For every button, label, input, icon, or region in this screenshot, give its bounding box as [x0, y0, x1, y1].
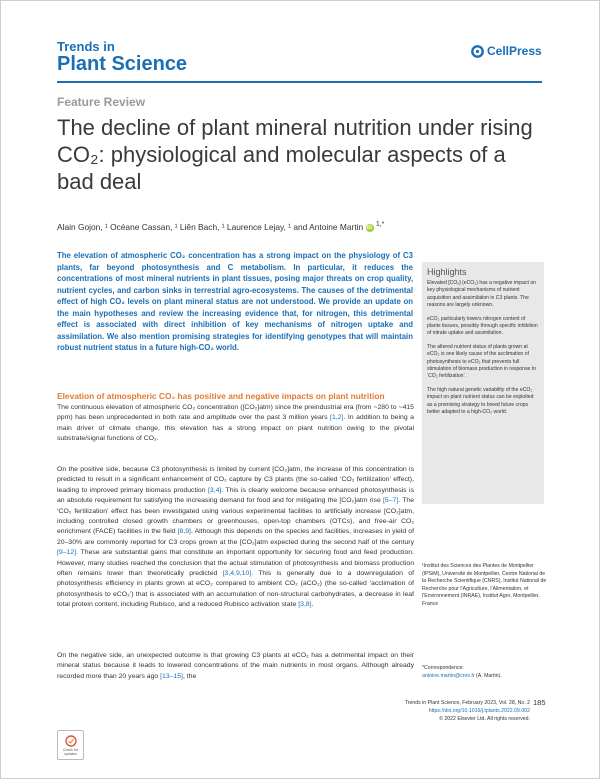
publisher-name: CellPress: [487, 44, 542, 58]
highlight-item: eCO₂ particularly lowers nitrogen content of plants tissues, possibly through specific inhibition of nitrate uptake and assimilation.: [427, 315, 538, 337]
text-run: The continuous elevation of atmospheric CO₂ concentration ([CO₂]atm) since the preindustrial era (from ~280 to ~415 ppm) has been unprecedented in both rate and amplitude over the past 3 million years: [57, 404, 414, 422]
citation-link[interactable]: [13–15]: [160, 672, 183, 680]
check-updates-icon: [65, 735, 77, 747]
footer-citation: Trends in Plant Science, February 2023, Vol. 28, No. 2: [404, 700, 530, 706]
body-paragraph-3: [57, 651, 414, 682]
highlight-item: Elevated [CO₂] (eCO₂) has a negative impact on key physiological mechanisms of nutrient acquisition and assimilation in C3 plants. The reasons are largely unknown.: [427, 280, 536, 309]
citation-link[interactable]: [3,8]: [298, 601, 312, 609]
abstract: The elevation of atmospheric CO₂ concentration has a strong impact on the physiology of C3 plants, far beyond photosynthesis and C metabolism. In particular, it reduces the concentrations of most mineral nutrients in plant tissues, posing major threats on crop quality, nutrient cycles, and carbon sinks in terrestrial agro-ecosystems. The causes of the detrimental effect of high CO₂ levels on plant mineral status are not understood. We provide an update on the main hypotheses and review the increasing evidence that, for nitrogen, this detrimental effect is associated with direct inhibition of key mechanisms of nitrogen uptake and assimilation. We also mention promising strategies for identifying genotypes that will maintain robust nutrient status in a future high-CO₂ world.: [57, 251, 413, 352]
citation-link[interactable]: [1,2]: [330, 414, 344, 422]
highlight-item: The high natural genetic variability of the eCO₂ impact on plant nutrient status can be exploited as a promising strategy to breed future crops better adapted to a high-CO₂ world.: [427, 386, 534, 416]
check-updates-label: Check for updates: [63, 747, 78, 756]
text-run: On the positive side, because C3 photosynthesis is limited by current [CO₂]atm, the increase of this concentration is predicted to result in a significant enhancement of CO₂ capture by C3 plants (the so-called ‘CO₂ fertilization’ effect), leading to improved primary biomass production: [57, 466, 414, 494]
citation-link[interactable]: [3,4]: [207, 486, 222, 494]
orcid-icon[interactable]: iD: [367, 224, 372, 231]
text-run: .: [311, 601, 314, 609]
publisher-logo[interactable]: [471, 44, 542, 58]
citation-link[interactable]: [5–7]: [382, 497, 399, 505]
page-number: 185: [533, 698, 546, 707]
highlight-item: The altered nutrient status of plants grown at eCO₂ is one likely cause of the acclimation of photosynthesis to eCO₂ that prevents full stimulation of biomass production in response to ‘CO₂ fertilization’.: [427, 343, 537, 380]
journal-name-line2: Plant Science: [57, 53, 188, 75]
journal-name: [57, 40, 187, 74]
correspondence-name: (A. Martin).: [476, 672, 502, 679]
text-run: . The ‘CO₂ fertilization’ effect has been investigated using various experimental facilities to artificially increase [CO₂]atm, including controlled closed growth chambers or greenhouses, open-top chambers (OTCs), and free-air CO₂ enrichment (FACE) facilities in the field: [57, 497, 414, 536]
highlights-heading: Highlights: [427, 267, 467, 277]
citation-link[interactable]: [9–12]: [57, 549, 77, 557]
citation-link[interactable]: [3,4,9,10]: [222, 570, 252, 578]
highlights-box: [422, 262, 544, 504]
header-rule: [57, 81, 542, 83]
section-heading: Elevation of atmospheric CO₂ has positive and negative impacts on plant nutrition: [57, 391, 385, 401]
text-run: . This is generally due to a downregulation of photosynthesis efficiency in plants grown at eCO₂ compared to ambient CO₂ (aCO₂) (the so-called ‘acclimation of photosynthesis to eCO₂’) that is associated with an accumulation of non-structural carbohydrates, a decrease in leaf total protein content, including Rubisco, and a reduced Rubisco activation state: [57, 570, 414, 609]
body-paragraph-1: [57, 403, 414, 445]
correspondence-label: *Correspondence:: [422, 665, 464, 671]
text-run: . Although this depends on the species and facilities, increases in yield of 20–30% are commonly reported for C3 crops grown at the [CO₂]atm expected during the second half of the century: [57, 528, 414, 546]
footer-copyright: © 2022 Elsevier Ltd. All rights reserved.: [439, 716, 530, 722]
article-type: Feature Review: [57, 95, 146, 109]
author-list: [57, 221, 557, 232]
citation-link[interactable]: [8,9]: [177, 528, 191, 536]
affiliation: ¹Institut des Sciences des Plantes de Montpellier (IPSiM), Université de Montpellier, Centre National de la Recherche Scientifique (CNRS), Institut National de Recherche pour l’Agriculture, l’Alimentation, et l’Environnement (INRAE), Institut Agro, Montpellier, France: [422, 563, 547, 607]
body-paragraph-2: [57, 465, 414, 611]
check-for-updates-button[interactable]: [57, 730, 84, 760]
author-superscript: 1,*: [375, 221, 385, 228]
correspondence: [422, 665, 547, 680]
text-run: On the negative side, an unexpected outcome is that growing C3 plants at eCO₂ has a detrimental impact on their mineral status because it leads to lowered concentrations of the main nutrients in most organs. Although already recorded more than 20 years ago: [57, 652, 414, 680]
author-names: Alain Gojon, ¹ Océane Cassan, ¹ Liên Bach, ¹ Laurence Lejay, ¹ and Antoine Martin: [57, 221, 364, 232]
text-run: . This is clearly welcome because enhanced photosynthesis is an absolute requirement for satisfying the increasing demand for food and for mitigating the [CO₂]atm rise: [57, 486, 414, 505]
text-run: , the: [182, 672, 197, 680]
article-title: The decline of plant mineral nutrition under rising CO₂: physiological and molecular aspects of a bad deal: [57, 115, 533, 194]
cellpress-logo-icon: [471, 45, 484, 58]
correspondence-email[interactable]: antoine.martin@cnrs.fr: [422, 672, 475, 679]
footer-doi[interactable]: https://doi.org/10.1016/j.tplants.2022.09.002: [428, 708, 530, 714]
journal-name-line1: Trends in: [57, 39, 115, 54]
page-footer: [405, 699, 530, 723]
text-run: . In addition to being a main driver of climate change, this elevation has a strong impact on plant nutrition owing to the pivotal substrate/signal functions of CO₂.: [57, 414, 414, 443]
text-run: . These are substantial gains that constitute an important opportunity for securing food and feed production. However, many studies reached the conclusion that the actual stimulation of photosynthesis and biomass production often remains lower than theoretically predicted: [57, 549, 414, 578]
